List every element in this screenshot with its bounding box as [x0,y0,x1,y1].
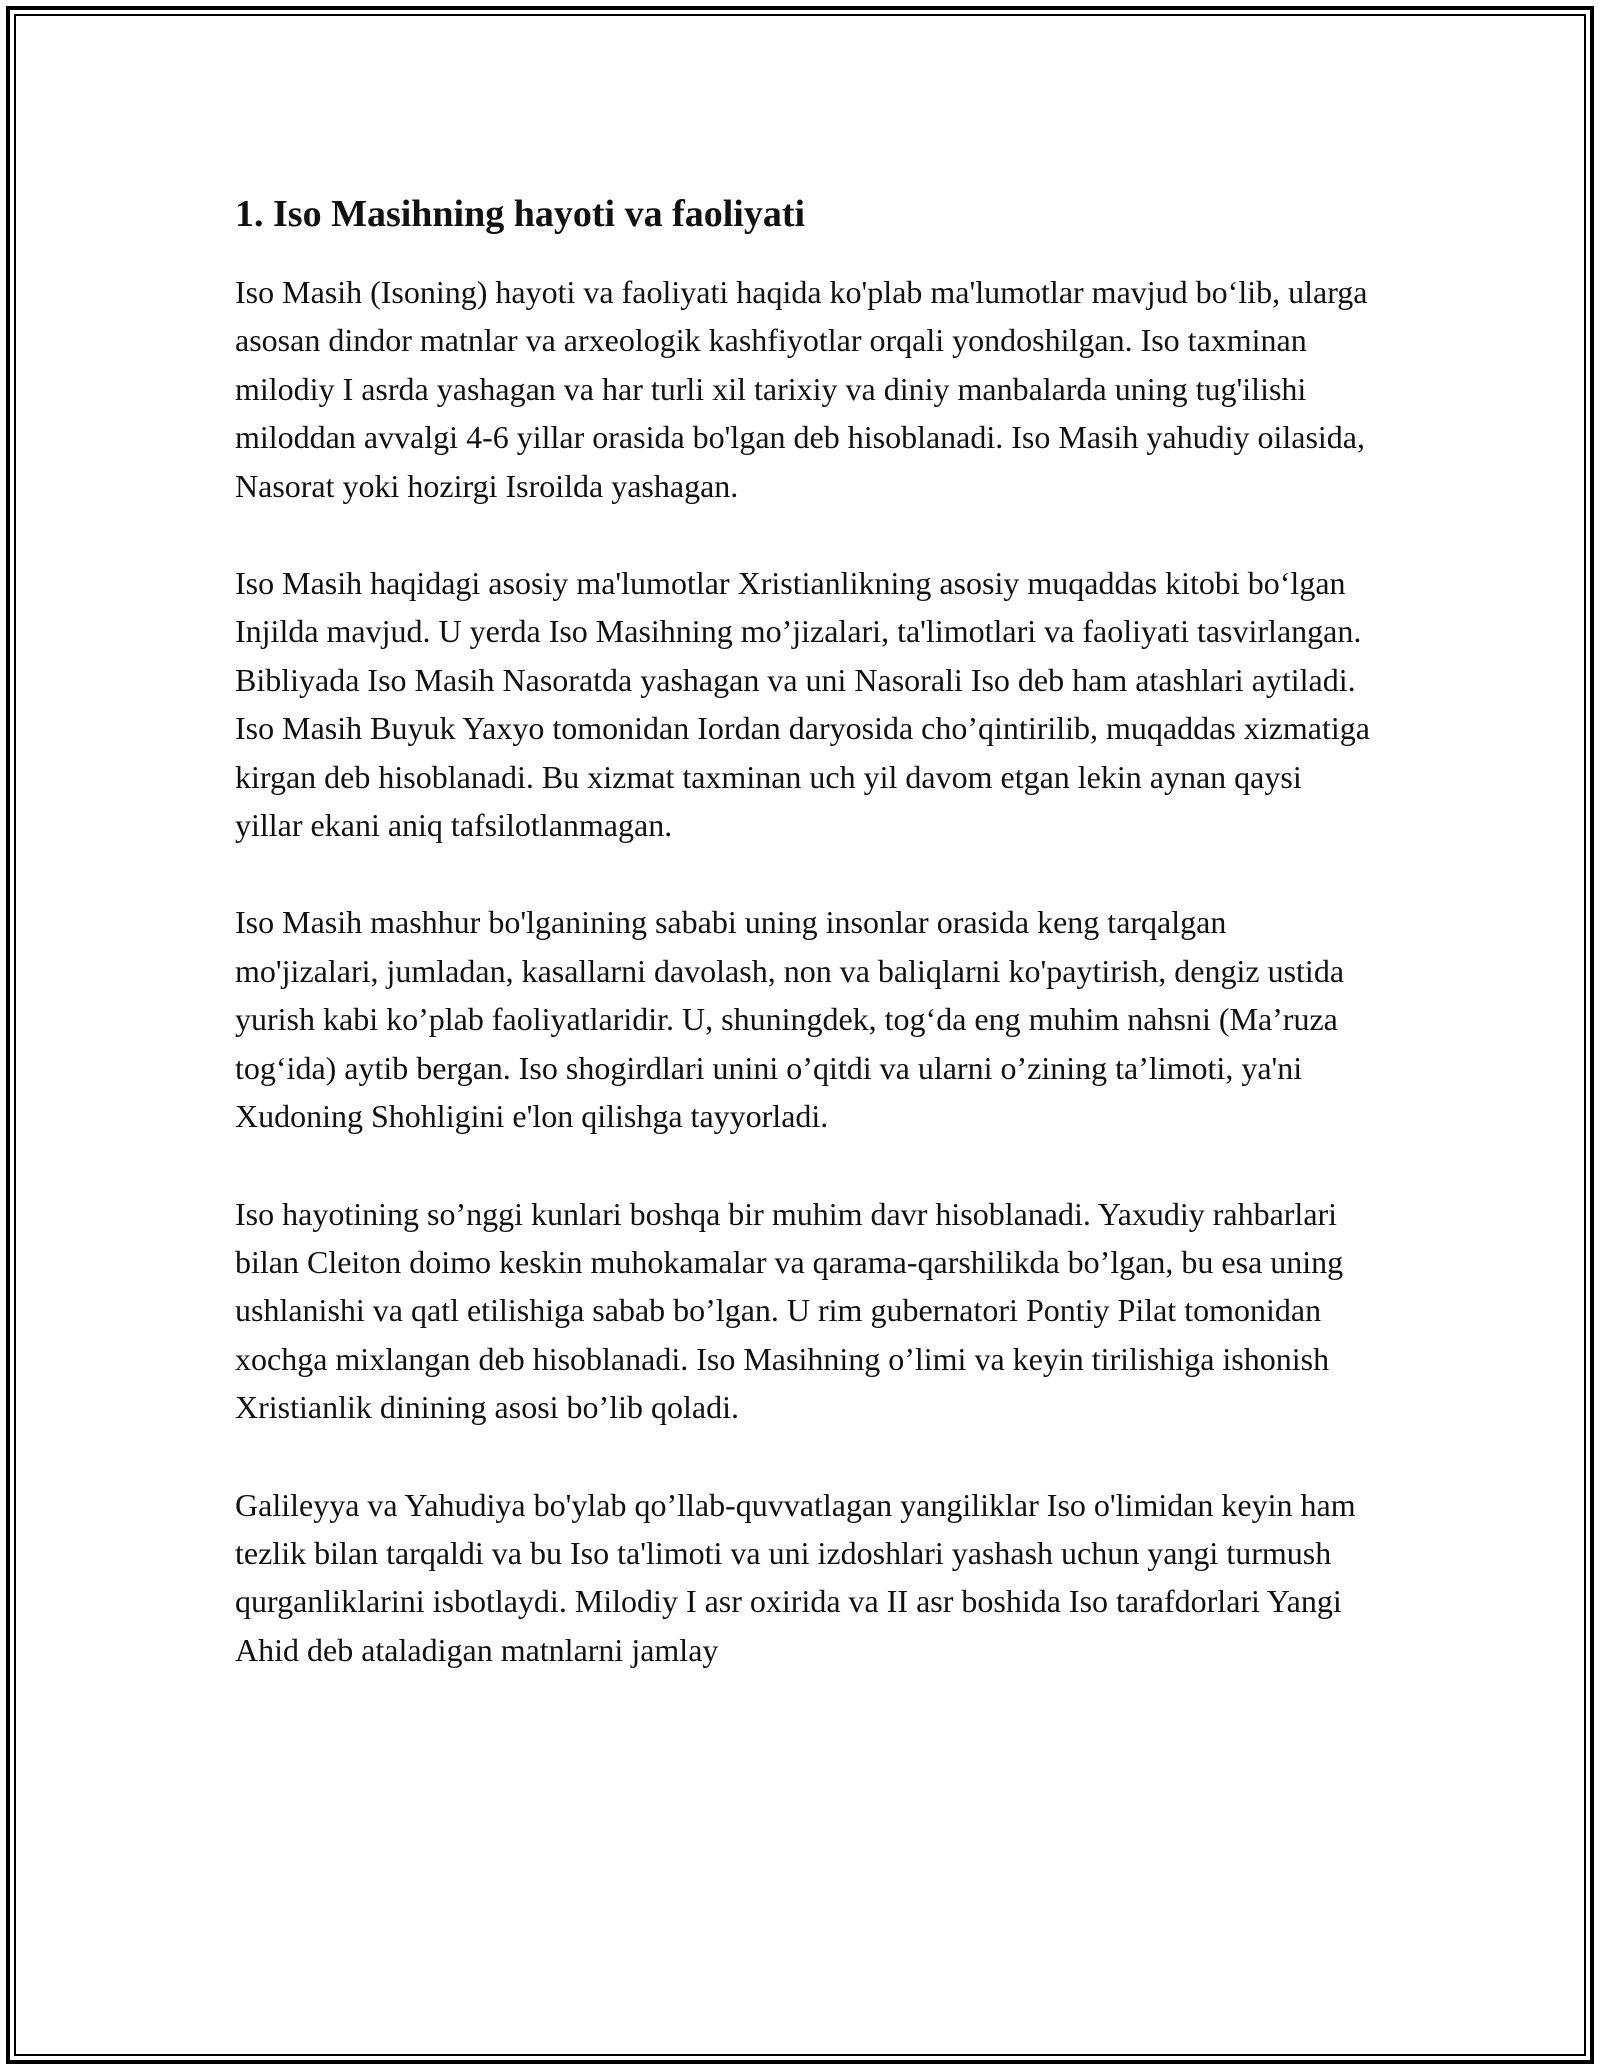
paragraph-1: Iso Masih (Isoning) hayoti va faoliyati haqida ko'plab ma'lumotlar mavjud bo‘lib, ularga asosan dindor matnlar va arxeologik kashfiyotlar orqali yondoshilgan. Iso taxminan milodiy I asrda yashagan va har turli xil tarixiy va diniy manbalarda uning tug'ilishi miloddan avvalgi 4-6 yillar orasida bo'lgan deb hisoblanadi. Iso Masih yahudiy oilasida, Nasorat yoki hozirgi Isroilda yashagan. [235,274,1368,504]
paragraph-4: Iso hayotining so’nggi kunlari boshqa bir muhim davr hisoblanadi. Yaxudiy rahbarlari bilan Cleiton doimo keskin muhokamalar va qarama-qarshilikda bo’lgan, bu esa uning ushlanishi va qatl etilishiga sabab bo’lgan. U rim gubernatori Pontiy Pilat tomonidan xochga mixlangan deb hisoblanadi. Iso Masihning o’limi va keyin tirilishiga ishonish Xristianlik dinining asosi bo’lib qoladi. [235,1195,1344,1426]
document-body [235,188,1375,1723]
section-heading: 1. Iso Masihning hayoti va faoliyati [235,193,806,235]
paragraph-2: Iso Masih haqidagi asosiy ma'lumotlar Xristianlikning asosiy muqaddas kitobi bo‘lgan Injilda mavjud. U yerda Iso Masihning mo’jizalari, ta'limotlari va faoliyati tasvirlangan. Bibliyada Iso Masih Nasoratda yashagan va uni Nasorali Iso deb ham atashlari aytiladi. Iso Masih Buyuk Yaxyo tomonidan Iordan daryosida cho’qintirilib, muqaddas xizmatiga kirgan deb hisoblanadi. Bu xizmat taxminan uch yil davom etgan lekin aynan qaysi yillar ekani aniq tafsilotlanmagan. [235,565,1370,844]
paragraph-5: Galileyya va Yahudiya bo'ylab qo’llab-quvvatlagan yangiliklar Iso o'limidan keyin ham tezlik bilan tarqaldi va bu Iso ta'limoti va uni izdoshlari yashash uchun yangi turmush qurganliklarini isbotlaydi. Milodiy I asr oxirida va II asr boshida Iso tarafdorlari Yangi Ahid deb ataladigan matnlarni jamlay [235,1486,1356,1668]
paragraph-3: Iso Masih mashhur bo'lganining sababi uning insonlar orasida keng tarqalgan mo'jizalari, jumladan, kasallarni davolash, non va baliqlarni ko'paytirish, dengiz ustida yurish kabi ko’plab faoliyatlaridir. U, shuningdek, tog‘da eng muhim nahsni (Ma’ruza tog‘ida) aytib bergan. Iso shogirdlari unini o’qitdi va ularni o’zining ta’limoti, ya'ni Xudoning Shohligini e'lon qilishga tayyorladi. [235,904,1345,1135]
